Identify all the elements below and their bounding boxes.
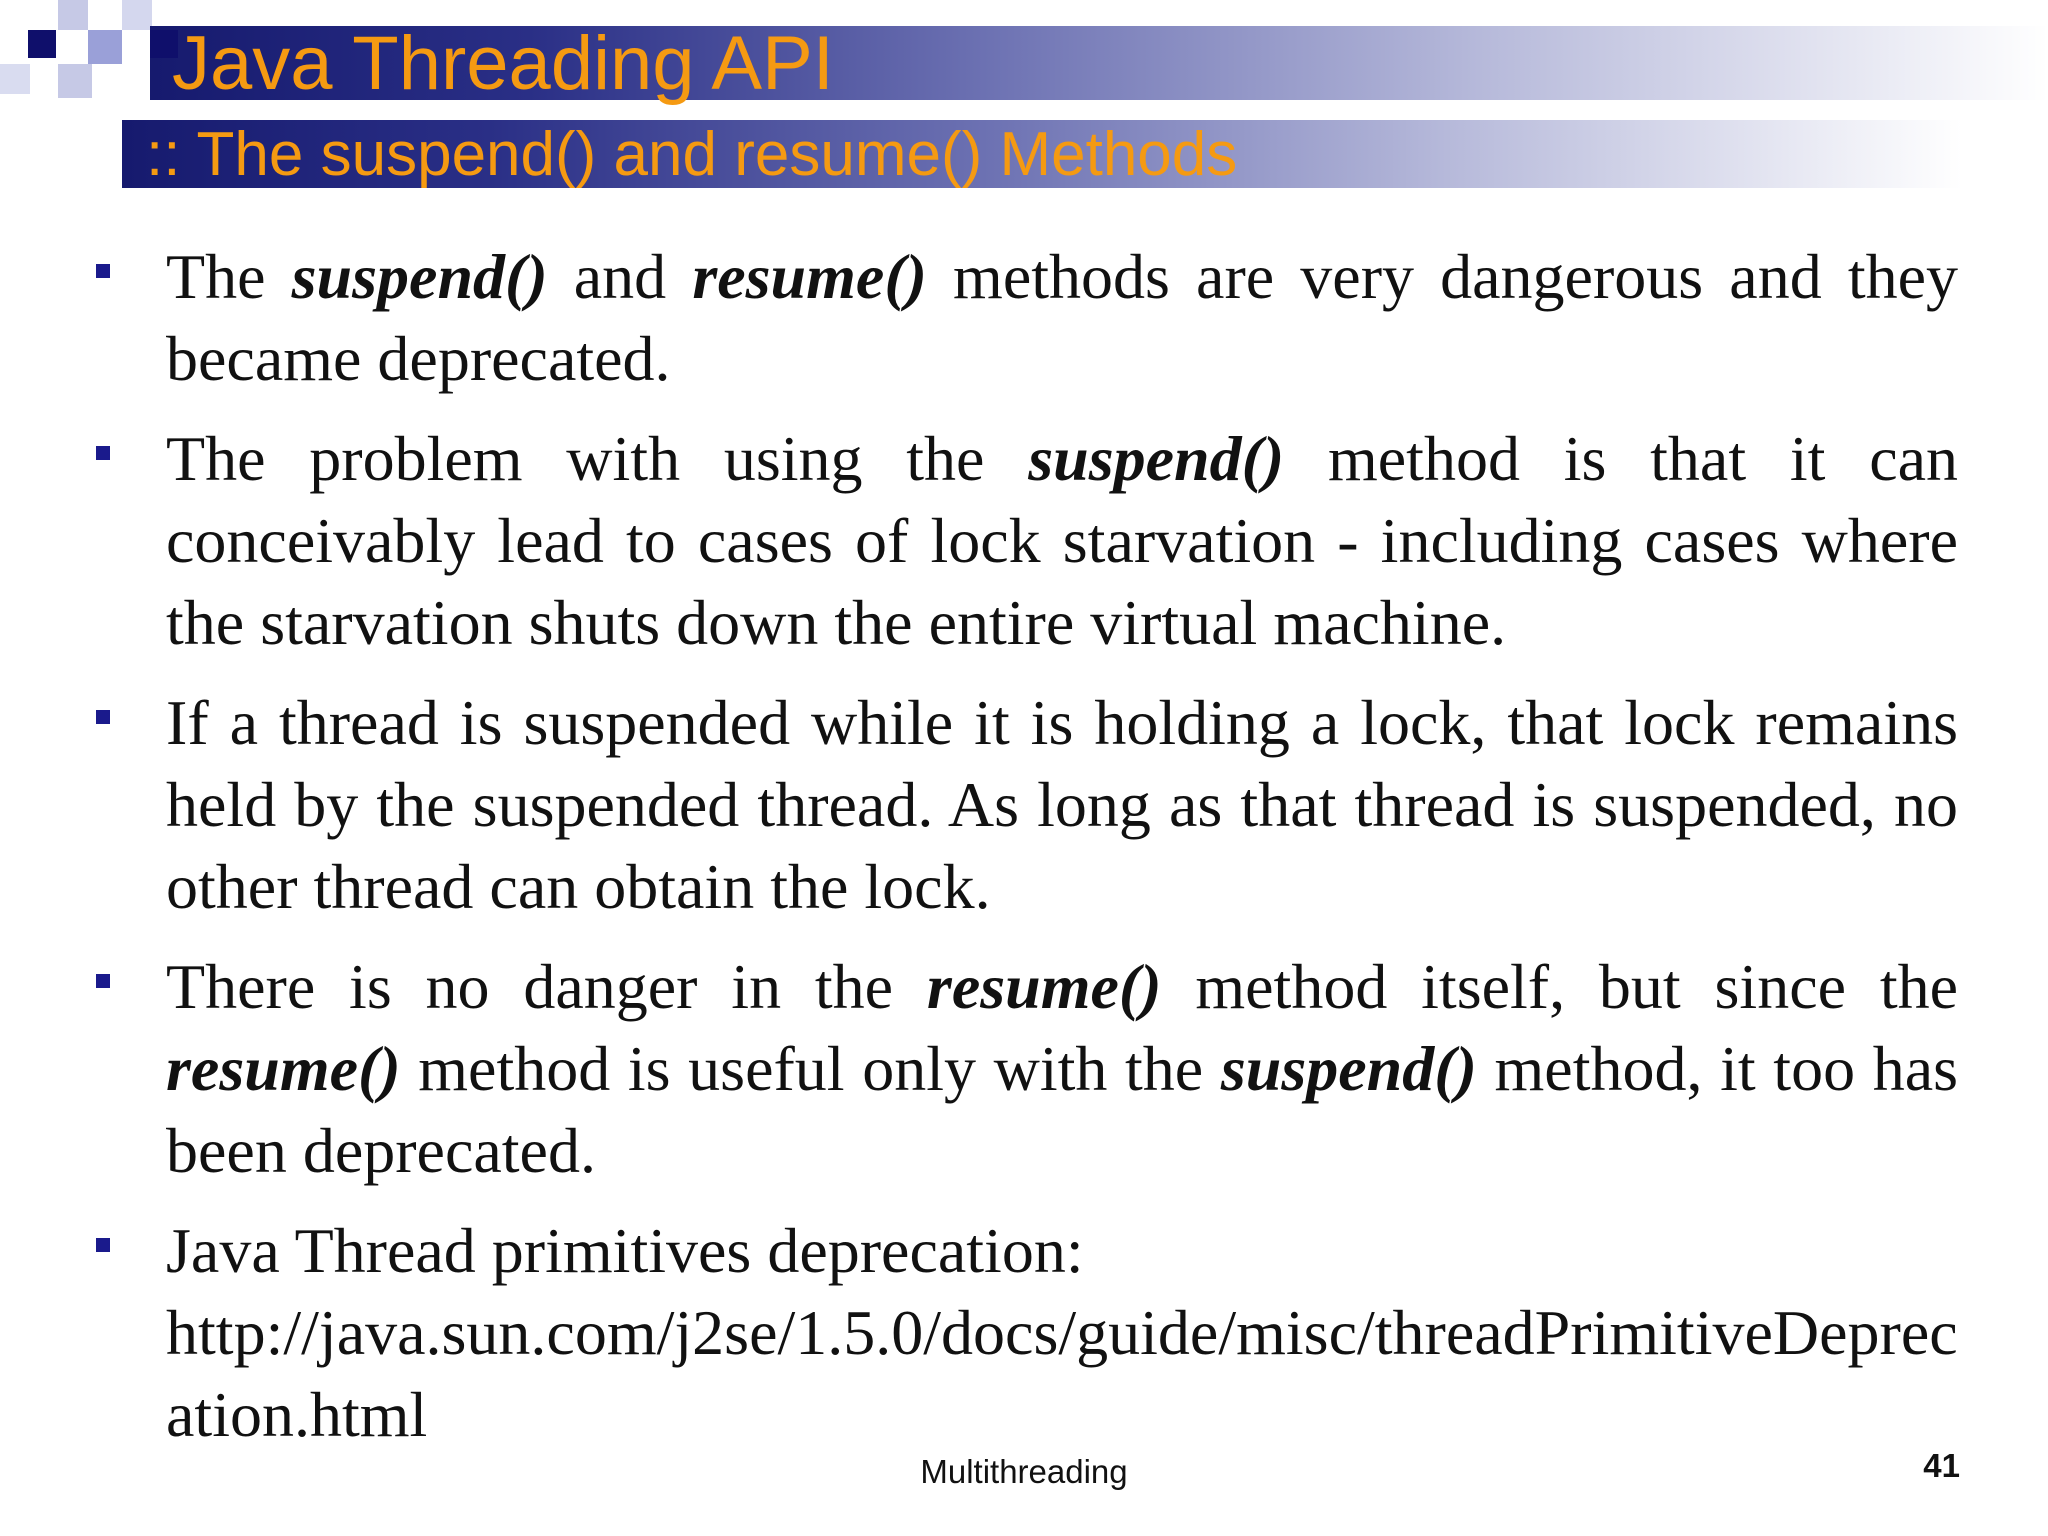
bullet-text: There is no danger in the [166,951,927,1022]
keyword: suspend() [1220,1033,1477,1104]
bullet-text: If a thread is suspended while it is holding a lock, that lock remains held by the suspended thread. As long as that thread is suspended, no other thread can obtain the lock. [166,687,1958,922]
bullet-item [90,418,1958,664]
decorative-square [88,30,122,64]
footer-label: Multithreading [920,1453,1128,1490]
decorative-square [122,0,152,30]
reference-url: http://java.sun.com/j2se/1.5.0/docs/guide/misc/threadPrimitiveDeprecation.html [166,1297,1958,1450]
bullet-text: The [166,241,292,312]
bullet-item [90,1210,1958,1456]
bullet-text: The problem with using the [166,423,1029,494]
decorative-square [58,0,88,30]
bullet-text: method is useful only with the [400,1033,1221,1104]
square-bullet-icon [96,1238,110,1252]
bullet-text: method is that it can conceivably lead to cases of lock starvation - including cases where the starvation shuts down the entire virtual machine. [166,423,1959,658]
bullet-list [90,236,1958,1474]
square-bullet-icon [96,446,110,460]
square-bullet-icon [96,264,110,278]
bullet-text: method itself, but since the [1161,951,1959,1022]
bullet-text: method, it too has been deprecated. [166,1033,1959,1186]
page-number: 41 [1923,1447,1960,1484]
slide-subtitle: :: The suspend() and resume() Methods [146,120,1238,189]
decorative-square [28,30,56,58]
square-bullet-icon [96,974,110,988]
keyword: resume() [166,1033,401,1104]
bullet-text: methods are very dangerous and they became deprecated. [166,241,1959,394]
keyword: resume() [692,241,927,312]
keyword: suspend() [291,241,548,312]
keyword: resume() [926,951,1162,1022]
bullet-item [90,946,1958,1192]
bullet-text: and [547,241,693,312]
decorative-square [0,64,30,94]
bullet-item [90,682,1958,928]
keyword: suspend() [1028,423,1285,494]
slide-title: Java Threading API [172,21,834,106]
decorative-square [58,64,92,98]
bullet-item [90,236,1958,400]
bullet-text: Java Thread primitives deprecation: [166,1215,1084,1286]
square-bullet-icon [96,710,110,724]
